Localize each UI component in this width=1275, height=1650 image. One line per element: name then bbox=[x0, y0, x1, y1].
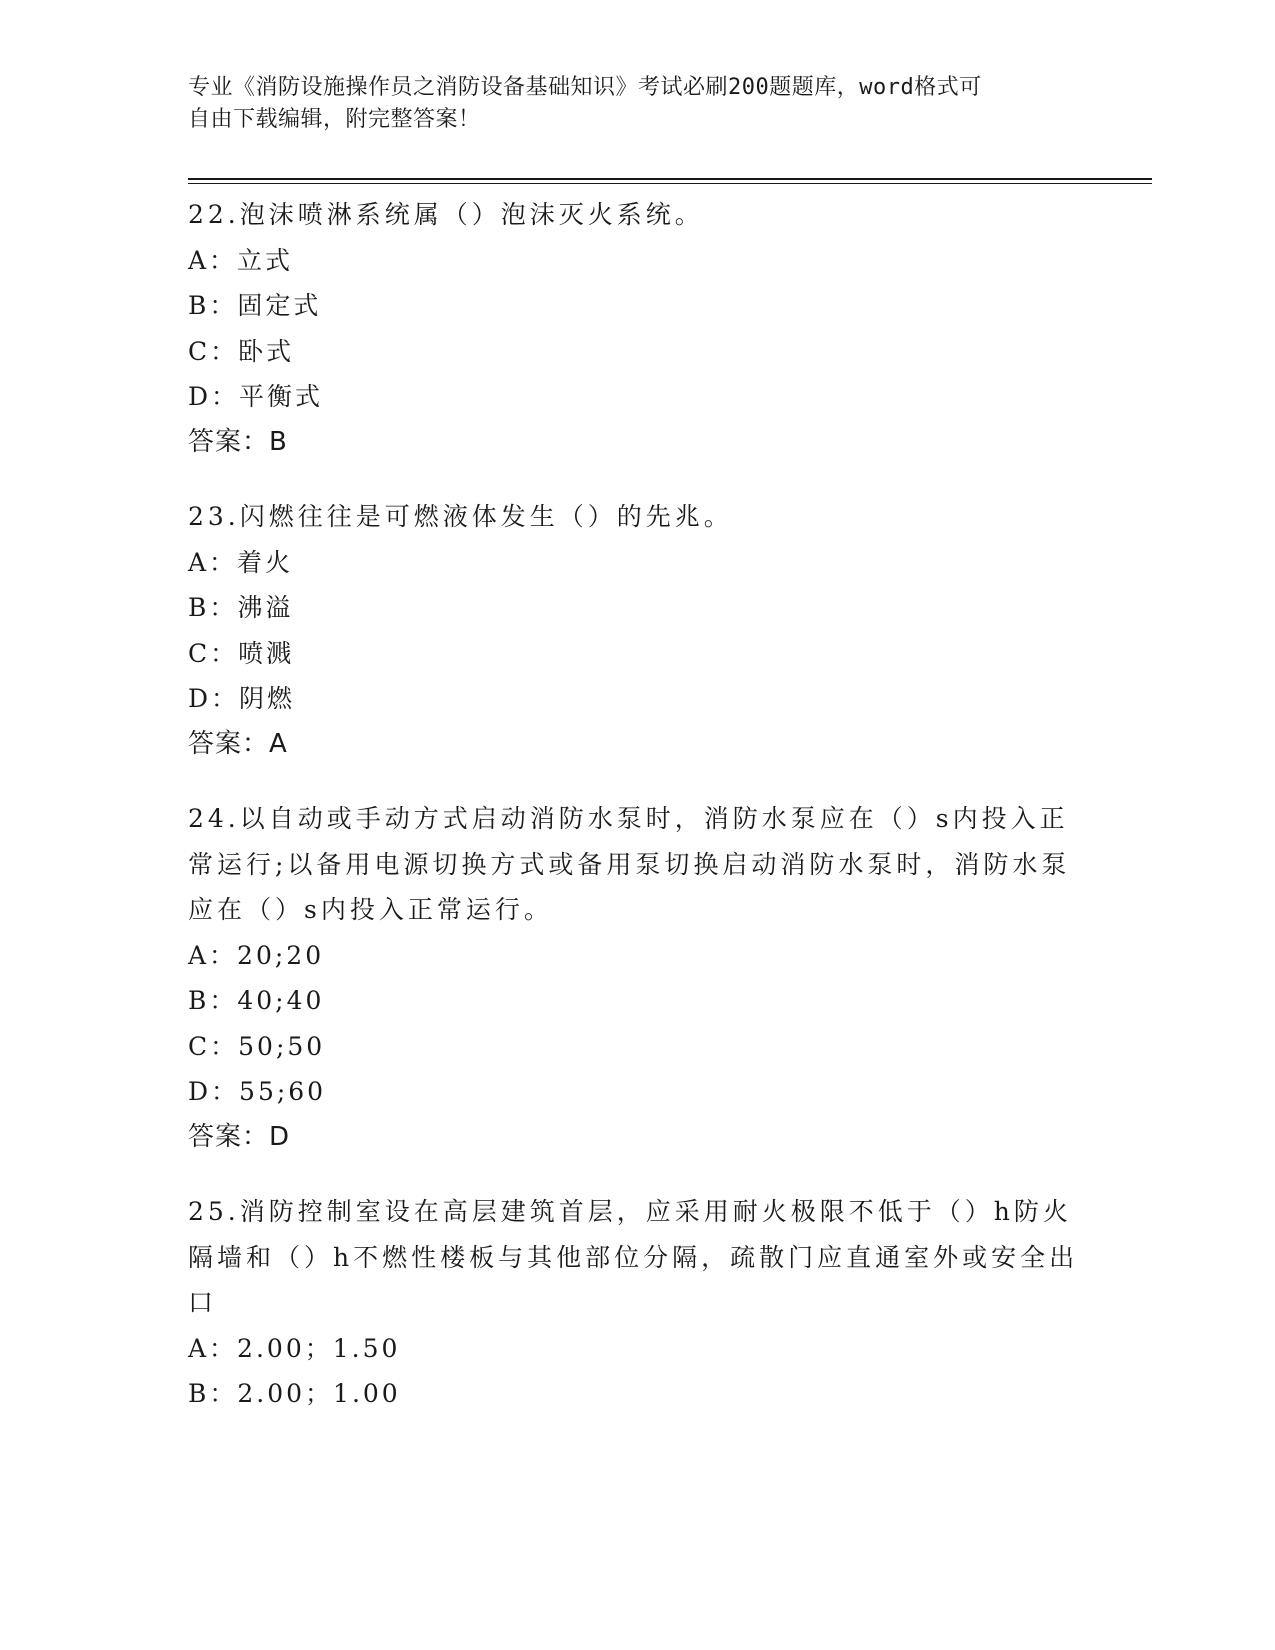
question-text-line-2: 常运行;以备用电源切换方式或备用泵切换启动消防水泵时，消防水泵 bbox=[188, 849, 1071, 879]
question-text: 22.泡沫喷淋系统属（）泡沫灭火系统。 bbox=[188, 200, 704, 229]
option-b: B：固定式 bbox=[188, 291, 322, 320]
option-a: A：着火 bbox=[188, 547, 294, 577]
option-c: C：50;50 bbox=[188, 1031, 326, 1061]
question-text-line-1: 24.以自动或手动方式启动消防水泵时，消防水泵应在（）s内投入正 bbox=[188, 804, 1069, 833]
option-a: A：2.00；1.50 bbox=[188, 1333, 401, 1363]
header-divider-thin bbox=[188, 183, 1152, 184]
option-d: D：平衡式 bbox=[188, 382, 324, 411]
option-c: C：卧式 bbox=[188, 336, 295, 366]
question-22 bbox=[188, 192, 1152, 465]
option-a: A：立式 bbox=[188, 245, 294, 275]
question-text-line-3: 应在（）s内投入正常运行。 bbox=[188, 895, 553, 924]
question-text-line-2: 隔墙和（）h不燃性楼板与其他部位分隔，疏散门应直通室外或安全出 bbox=[188, 1242, 1079, 1272]
question-list bbox=[188, 192, 1152, 1446]
option-b: B：40;40 bbox=[188, 986, 325, 1015]
option-b: B：沸溢 bbox=[188, 593, 294, 622]
question-23 bbox=[188, 494, 1152, 767]
option-d: D：阴燃 bbox=[188, 684, 296, 713]
question-text: 23.闪燃往往是可燃液体发生（）的先兆。 bbox=[188, 502, 733, 531]
option-a: A：20;20 bbox=[188, 940, 325, 970]
document-header bbox=[188, 72, 1068, 136]
answer-text: 答案：A bbox=[188, 728, 288, 759]
header-divider-thick bbox=[188, 178, 1152, 180]
question-text-line-3: 口 bbox=[188, 1288, 218, 1317]
question-24 bbox=[188, 796, 1152, 1160]
option-b: B：2.00；1.00 bbox=[188, 1379, 401, 1408]
option-c: C：喷溅 bbox=[188, 638, 295, 668]
question-text-line-1: 25.消防控制室设在高层建筑首层，应采用耐火极限不低于（）h防火 bbox=[188, 1197, 1072, 1226]
question-25 bbox=[188, 1189, 1152, 1417]
answer-text: 答案：D bbox=[188, 1121, 291, 1152]
answer-text: 答案：B bbox=[188, 426, 288, 457]
option-d: D：55;60 bbox=[188, 1077, 327, 1106]
header-line-1: 专业《消防设施操作员之消防设备基础知识》考试必刷200题题库，word格式可 bbox=[188, 75, 982, 100]
header-line-2: 自由下载编辑，附完整答案！ bbox=[188, 107, 481, 132]
